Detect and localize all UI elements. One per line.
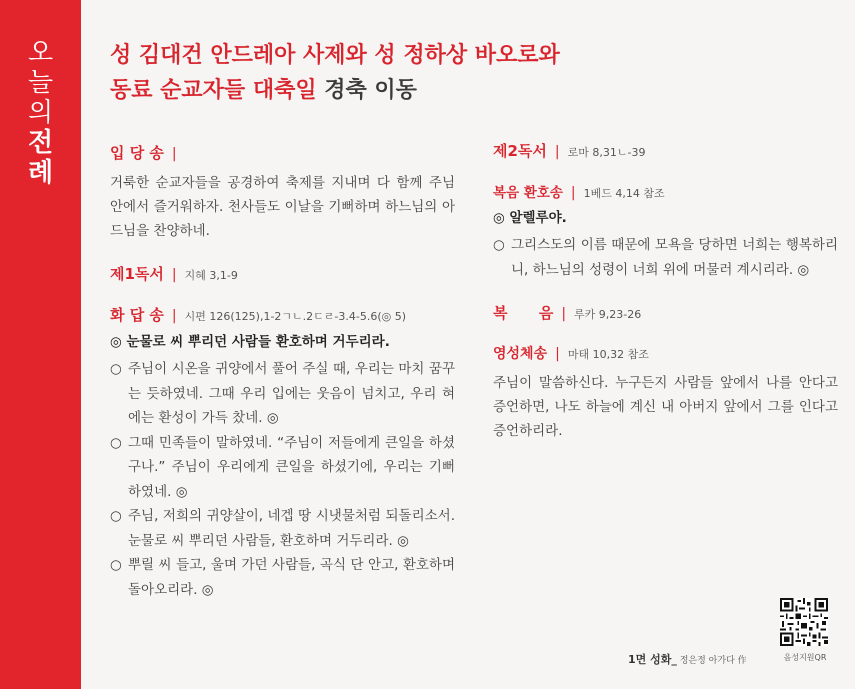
psalm-verse: ○ 뿌릴 씨 들고, 울며 가던 사람들, 곡식 단 안고, 환호하며 돌아오리라. ◎ bbox=[110, 557, 455, 598]
sidebar-band bbox=[0, 0, 81, 689]
reading1-section bbox=[110, 263, 455, 284]
title-line-2: 동료 순교자들 대축일 경축 이동 bbox=[110, 78, 417, 103]
reading1-heading: 제1독서 | 지혜 3,1-9 bbox=[110, 265, 238, 283]
right-column bbox=[493, 140, 838, 443]
left-column bbox=[110, 142, 455, 602]
entrance-heading: 입 당 송 | bbox=[110, 144, 177, 162]
reading2-section bbox=[493, 140, 838, 161]
artwork-credit: 1면 성화_ 정은정 아가다 作 bbox=[628, 653, 747, 666]
alleluia-section bbox=[493, 181, 838, 282]
page-title bbox=[110, 38, 830, 108]
qr-code-icon[interactable] bbox=[780, 598, 828, 646]
psalm-response: ◎ 눈물로 씨 뿌리던 사람들 환호하며 거두리라. bbox=[110, 334, 390, 350]
qr-label: 음성지원QR bbox=[783, 653, 827, 662]
psalm-verse: ○ 주님이 시온을 귀양에서 풀어 주실 때, 우리는 마치 꿈꾸는 듯하였네. 그때 우리 입에는 웃음이 넘치고, 우리 혀에는 환성이 가득 찼네. ◎ bbox=[110, 361, 455, 426]
psalm-verse: ○ 그때 민족들이 말하였네. “주님이 저들에게 큰일을 하셨구나.” 주님이 우리에게 큰일을 하셨기에, 우리는 기뻐하였네. ◎ bbox=[110, 434, 455, 500]
communion-text: 주님이 말씀하신다. 누구든지 사람들 앞에서 나를 안다고 증언하면, 나도 하늘에 계신 내 아버지 앞에서 그를 인다고 증언하리라. bbox=[493, 375, 838, 439]
sidebar-title-today: 오 늘 의 bbox=[27, 38, 54, 128]
communion-section bbox=[493, 343, 838, 443]
psalm-heading: 화 답 송 | 시편 126(125),1-2ㄱㄴ.2ㄷㄹ-3.4-5.6(◎ 5) bbox=[110, 306, 407, 324]
alleluia-verse: ○ 그리스도의 이름 때문에 모욕을 당하면 너희는 행복하리니, 하느님의 성령이 너희 위에 머물러 계시리라. ◎ bbox=[493, 237, 838, 278]
entrance-text: 거룩한 순교자들을 공경하여 축제를 지내며 다 함께 주님 안에서 즐거워하자. 천사들도 이날을 기뻐하며 하느님의 아드님을 찬양하네. bbox=[110, 175, 455, 239]
psalm-verse: ○ 주님, 저희의 귀양살이, 네겝 땅 시냇물처럼 되돌리소서. 눈물로 씨 뿌리던 사람들, 환호하며 거두리라. ◎ bbox=[110, 508, 455, 549]
gospel-section bbox=[493, 302, 838, 323]
entrance-section bbox=[110, 142, 455, 243]
reading2-heading: 제2독서 | 로마 8,31ㄴ-39 bbox=[493, 142, 646, 160]
sidebar-title-liturgy: 전 례 bbox=[27, 128, 54, 188]
title-line-1: 성 김대건 안드레아 사제와 성 정하상 바오로와 bbox=[110, 43, 560, 68]
psalm-section bbox=[110, 304, 455, 602]
alleluia-heading: 복음 환호송 | 1베드 4,14 참조 bbox=[493, 185, 665, 201]
alleluia-response: ◎ 알렐루야. bbox=[493, 210, 567, 226]
gospel-heading: 복 음 | 루카 9,23-26 bbox=[493, 304, 642, 322]
communion-heading: 영성체송 | 마태 10,32 참조 bbox=[493, 346, 649, 362]
